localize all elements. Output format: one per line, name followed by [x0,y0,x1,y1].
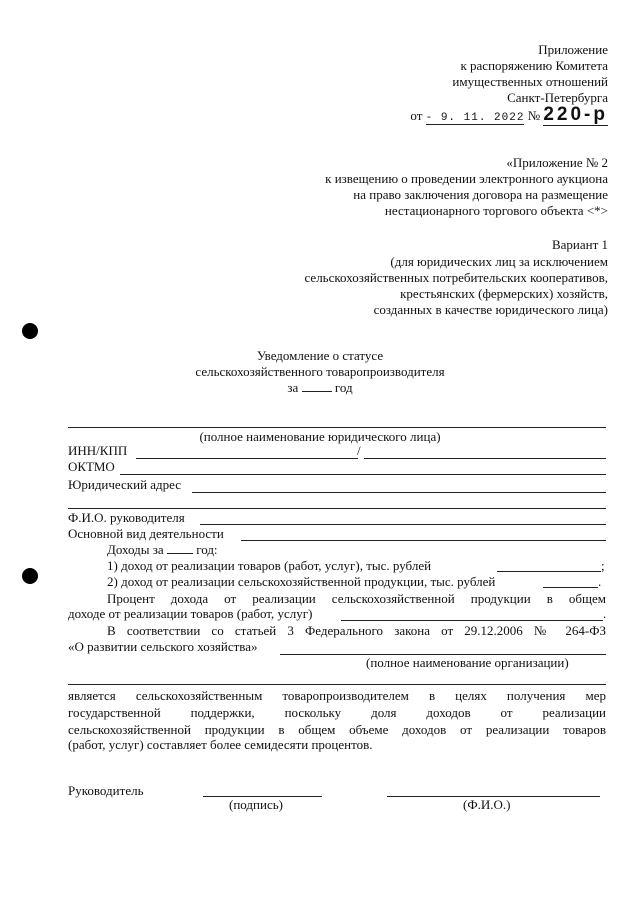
variant-line-4: созданных в качестве юридического лица) [373,302,608,317]
income-year-blank [167,542,193,554]
title-line-3: за год [287,380,353,395]
appendix-line-2: к извещению о проведении электронного аукциона [325,171,608,186]
variant-line-1: (для юридических лиц за исключением [390,254,608,269]
full-name-caption: (полное наименование юридического лица) [199,429,441,444]
income-agro-end: . [598,574,602,589]
org-field-line-2 [68,684,606,685]
oktmo-label: ОКТМО [68,459,115,474]
order-date-number [410,104,608,129]
statement-line-1: является сельскохозяйственным товаропроизводителем в целях получения мер [68,688,606,703]
header-line-2: к распоряжению Комитета [460,58,608,73]
percent-line-2: доходе от реализации товаров (работ, услуг) [68,606,313,621]
law-line-2: «О развитии сельского хозяйства» [68,639,258,654]
appendix-line-4: нестационарного торгового объекта <*> [384,203,608,218]
activity-field-line [241,540,606,541]
signature-role-label: Руководитель [68,783,144,798]
income-header: Доходы за год: [107,542,218,557]
income-goods-field-line [497,571,601,572]
percent-field-line [341,620,603,621]
org-caption: (полное наименование организации) [366,655,569,670]
header-line-1: Приложение [538,42,608,57]
address-field-line-1 [192,492,606,493]
director-label: Ф.И.О. руководителя [68,510,185,525]
percent-end: . [603,606,607,621]
order-date-handwritten: - 9. 11. 2022 [425,112,525,124]
variant-title: Вариант 1 [551,237,608,252]
statement-line-3: сельскохозяйственной продукции в общем объеме доходов от реализации товаров [68,722,606,737]
inn-field-line [136,458,358,459]
variant-line-2: сельскохозяйственных потребительских кооперативов, [304,270,608,285]
income-goods-label: 1) доход от реализации товаров (работ, услуг), тыс. рублей [107,558,432,573]
order-number-handwritten: 220-р [543,104,608,125]
income-agro-field-line [543,587,598,588]
law-line-1: В соответствии со статьей 3 Федерального закона от 29.12.2006 № 264-ФЗ [107,623,606,638]
punch-hole-bottom [22,568,38,584]
address-label: Юридический адрес [68,477,182,492]
statement-line-4: (работ, услуг) составляет более семидесяти процентов. [68,737,373,752]
full-name-field-line [68,427,606,428]
director-field-line [200,524,606,525]
oktmo-field-line [120,474,606,475]
income-agro-label: 2) доход от реализации сельскохозяйственной продукции, тыс. рублей [107,574,496,589]
year-blank [302,380,332,392]
statement-line-2: государственной поддержки, поскольку доля доходов от реализации [68,705,606,720]
punch-hole-top [22,323,38,339]
title-line-2: сельскохозяйственного товаропроизводителя [195,364,445,379]
appendix-line-3: на право заключения договора на размещение [353,187,608,202]
income-goods-end: ; [601,558,605,573]
date-prefix: от [410,108,423,123]
title-line-1: Уведомление о статусе [256,348,384,363]
activity-label: Основной вид деятельности [68,526,224,541]
signature-caption: (подпись) [229,797,283,812]
variant-line-3: крестьянских (фермерских) хозяйств, [400,286,608,301]
director-name-caption: (Ф.И.О.) [463,797,511,812]
inn-separator: / [357,443,361,458]
appendix-line-1: «Приложение № 2 [506,155,608,170]
address-field-line-2 [68,508,606,509]
number-sign: № [527,108,541,123]
header-line-4: Санкт-Петербурга [507,90,608,105]
percent-line-1: Процент дохода от реализации сельскохозяйственной продукции в общем [107,591,606,606]
inn-kpp-label: ИНН/КПП [68,443,128,458]
kpp-field-line [364,458,606,459]
header-line-3: имущественных отношений [452,74,608,89]
